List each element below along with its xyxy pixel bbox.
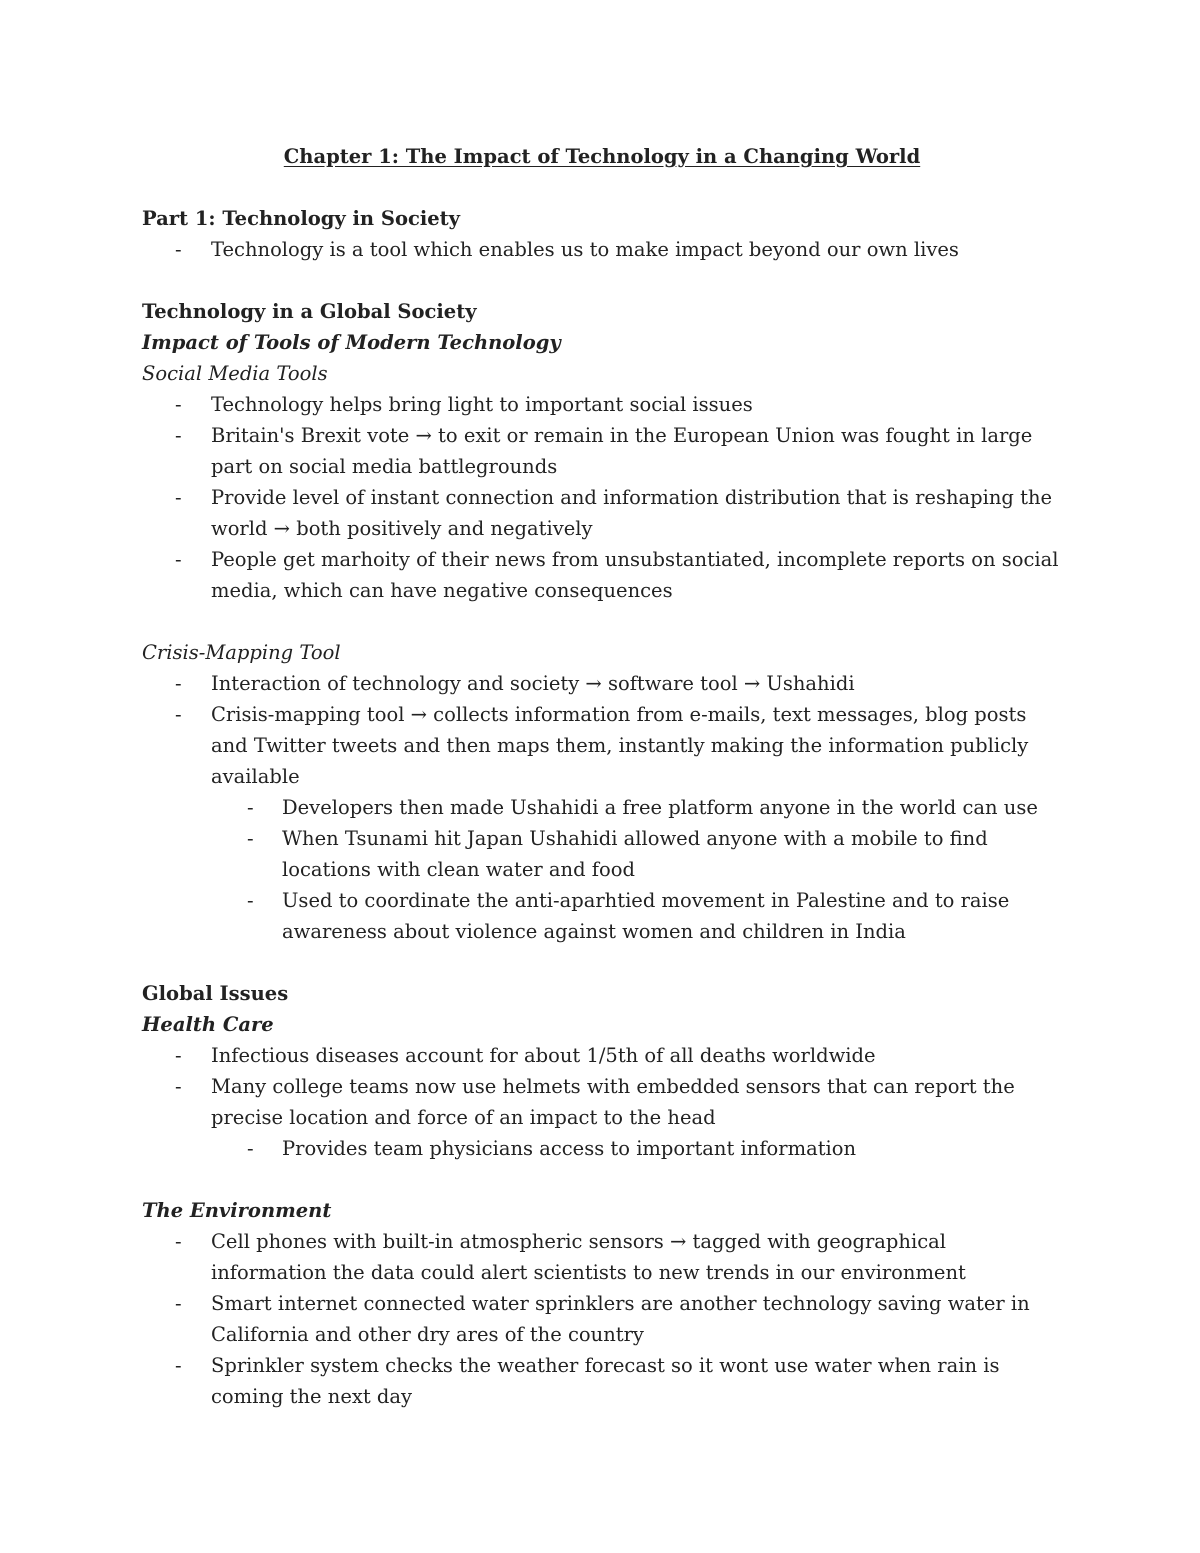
document-content xyxy=(142,141,1062,1412)
bullet-dash: - xyxy=(175,486,182,509)
bullet-dash: - xyxy=(175,1354,182,1377)
list-item xyxy=(142,1040,1062,1071)
health-care-list xyxy=(142,1040,1062,1133)
chapter-title: Chapter 1: The Impact of Technology in a Changing World xyxy=(283,145,921,168)
social-media-list xyxy=(142,389,1062,606)
sub-list-item xyxy=(142,1133,1062,1164)
bullet-text: People get marhoity of their news from unsubstantiated, incomplete reports on social media, which can have negative consequences xyxy=(211,548,1059,602)
bullet-dash: - xyxy=(175,424,182,447)
bullet-text: Provides team physicians access to important information xyxy=(282,1137,857,1160)
list-item xyxy=(142,482,1062,544)
bullet-text: Technology helps bring light to important social issues xyxy=(211,393,753,416)
list-item xyxy=(142,1226,1062,1288)
list-item xyxy=(142,1288,1062,1350)
crisis-mapping-list xyxy=(142,668,1062,792)
bullet-text: Cell phones with built-in atmospheric sensors → tagged with geographical information the data could alert scientists to new trends in our environment xyxy=(211,1230,966,1284)
social-media-heading: Social Media Tools xyxy=(142,362,328,385)
section-spacer xyxy=(142,1164,1062,1195)
bullet-text: Sprinkler system checks the weather forecast so it wont use water when rain is coming the next day xyxy=(211,1354,1000,1408)
bullet-dash: - xyxy=(175,1044,182,1067)
bullet-text: When Tsunami hit Japan Ushahidi allowed anyone with a mobile to find locations with clean water and food xyxy=(282,827,988,881)
bullet-text: Infectious diseases account for about 1/5th of all deaths worldwide xyxy=(211,1044,876,1067)
bullet-text: Many college teams now use helmets with embedded sensors that can report the precise location and force of an impact to the head xyxy=(211,1075,1015,1129)
list-item xyxy=(142,1350,1062,1412)
sub-list-item xyxy=(142,885,1062,947)
section-spacer xyxy=(142,265,1062,296)
bullet-dash: - xyxy=(175,1075,182,1098)
environment-heading: The Environment xyxy=(142,1199,332,1222)
bullet-dash: - xyxy=(175,238,182,261)
bullet-dash: - xyxy=(247,1137,254,1160)
global-issues-heading: Global Issues xyxy=(142,982,289,1005)
part1-list xyxy=(142,234,1062,265)
bullet-text: Developers then made Ushahidi a free platform anyone in the world can use xyxy=(282,796,1038,819)
bullet-dash: - xyxy=(175,1230,182,1253)
sub-list-item xyxy=(142,823,1062,885)
bullet-text: Provide level of instant connection and information distribution that is reshaping the world → both positively and negatively xyxy=(211,486,1053,540)
impact-tools-subheading: Impact of Tools of Modern Technology xyxy=(142,331,561,354)
bullet-text: Used to coordinate the anti-aparhtied movement in Palestine and to raise awareness about violence against women and children in India xyxy=(282,889,1010,943)
list-item xyxy=(142,699,1062,792)
section-spacer xyxy=(142,947,1062,978)
list-item xyxy=(142,1071,1062,1133)
list-item xyxy=(142,389,1062,420)
list-item xyxy=(142,544,1062,606)
bullet-dash: - xyxy=(175,548,182,571)
bullet-dash: - xyxy=(247,796,254,819)
list-item xyxy=(142,668,1062,699)
crisis-mapping-heading: Crisis-Mapping Tool xyxy=(142,641,341,664)
bullet-dash: - xyxy=(175,672,182,695)
bullet-dash: - xyxy=(175,703,182,726)
global-society-heading: Technology in a Global Society xyxy=(142,300,477,323)
bullet-dash: - xyxy=(175,1292,182,1315)
bullet-text: Crisis-mapping tool → collects information from e-mails, text messages, blog posts and Twitter tweets and then maps them, instantly making the information publicly available xyxy=(211,703,1029,788)
bullet-text: Smart internet connected water sprinklers are another technology saving water in California and other dry ares of the country xyxy=(211,1292,1030,1346)
list-item xyxy=(142,420,1062,482)
bullet-text: Interaction of technology and society → software tool → Ushahidi xyxy=(211,672,855,695)
bullet-text: Technology is a tool which enables us to make impact beyond our own lives xyxy=(211,238,959,261)
bullet-dash: - xyxy=(175,393,182,416)
part1-heading: Part 1: Technology in Society xyxy=(142,207,460,230)
bullet-dash: - xyxy=(247,827,254,850)
crisis-mapping-sublist xyxy=(142,792,1062,947)
health-care-heading: Health Care xyxy=(142,1013,274,1036)
environment-list xyxy=(142,1226,1062,1412)
section-spacer xyxy=(142,606,1062,637)
list-item xyxy=(142,234,1062,265)
sub-list-item xyxy=(142,792,1062,823)
bullet-text: Britain's Brexit vote → to exit or remain in the European Union was fought in large part on social media battlegrounds xyxy=(211,424,1033,478)
bullet-dash: - xyxy=(247,889,254,912)
health-care-sublist xyxy=(142,1133,1062,1164)
